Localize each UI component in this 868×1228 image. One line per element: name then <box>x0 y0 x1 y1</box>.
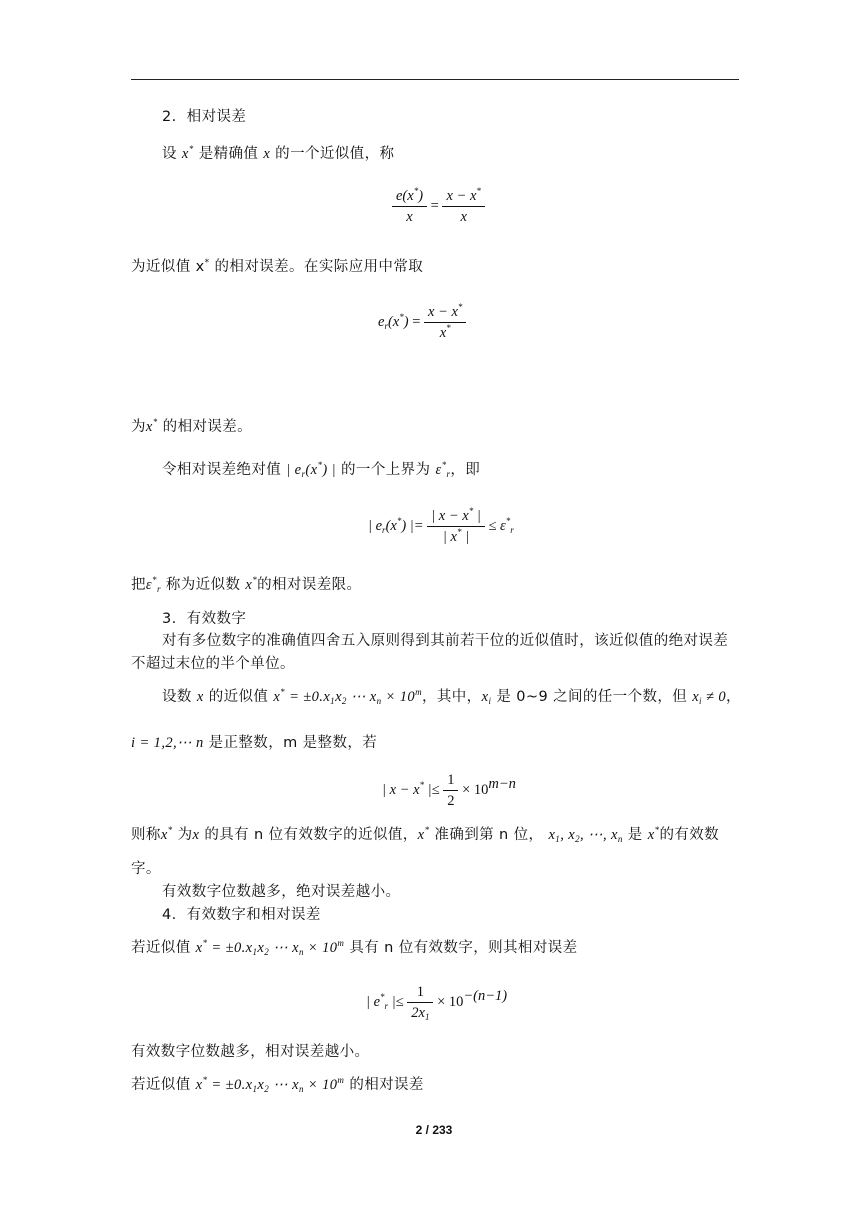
paragraph-3: 为x* 的相对误差。 <box>131 417 253 435</box>
equation-relative-error-bound: | $e_r(x^*)$ |= $\frac{| x - x^* |}{| x^* |}$ ≤ $\varepsilon^*_r$ <box>368 506 514 545</box>
paragraph-6-line2: 不超过末位的半个单位。 <box>131 656 295 672</box>
section-number: 2. <box>162 109 177 125</box>
paragraph-9-line2: 字。 <box>131 861 161 877</box>
paragraph-4: 令相对误差绝对值 | $e_r(x^*)$ | 的一个上界为 $\varepsilon^*_r$，即 <box>162 460 481 479</box>
paragraph-5: 把$\varepsilon^*_r$ 称为近似数 x*的相对误差限。 <box>131 575 362 594</box>
section-heading-2 <box>162 108 246 126</box>
section-title: 相对误差 <box>186 109 247 125</box>
section-heading-3: 3. 有效数字 <box>162 611 247 627</box>
paragraph-8: i = 1,2,⋯ n 是正整数，m 是整数，若 <box>131 735 378 751</box>
paragraph-7: 设数 x 的近似值 $x^* = \pm 0.x_1x_2$ ⋯ $x_n \times 10^m$，其中，$x_i$ 是 0~9 之间的任一个数，但 $x_i \ne 0$， <box>162 687 741 706</box>
paragraph-9: 则称x* 为x 的具有 n 位有效数字的近似值，x* 准确到第 n 位， $x_1$, $x_2$, ⋯, $x_n$ 是 x*的有效数 <box>131 825 720 844</box>
paragraph-6-line1: 对有多位数字的准确值四舍五入原则得到其前若干位的近似值时，该近似值的绝对误差 <box>162 633 729 649</box>
section-heading-4: 4. 有效数字和相对误差 <box>162 907 321 923</box>
equation-significant-digits: | x − x* |≤ $\frac{1}{2}$ × $10^{m-n}$ <box>382 772 516 809</box>
paragraph-11: 若近似值 $x^* = \pm 0.x_1x_2$ ⋯ $x_n \times 10^m$ 具有 n 位有效数字，则其相对误差 <box>131 938 578 957</box>
equation-relative-error-def: $\frac{e(x^*)}{x}$ = $\frac{x - x^*}{x}$ <box>392 186 485 227</box>
page-number: 2 / 233 <box>415 1123 453 1137</box>
paragraph-1: 设 x* 是精确值 x 的一个近似值，称 <box>162 144 395 162</box>
header-rule <box>131 79 739 80</box>
equation-relative-error-significant: | $e^*_r$ |≤ $\frac{1}{2x_1}$ × $10^{-(n-1)}$ <box>366 984 508 1022</box>
paragraph-13: 若近似值 $x^* = \pm 0.x_1x_2$ ⋯ $x_n \times 10^m$ 的相对误差 <box>131 1075 424 1094</box>
paragraph-2: 为近似值 x* 的相对误差。在实际应用中常取 <box>131 258 424 275</box>
paragraph-10: 有效数字位数越多，绝对误差越小。 <box>162 884 401 900</box>
equation-relative-error-practical: $e_r(x^*)$ = $\frac{x - x^*}{x^*}$ <box>378 302 466 343</box>
paragraph-12: 有效数字位数越多，相对误差越小。 <box>131 1044 370 1060</box>
